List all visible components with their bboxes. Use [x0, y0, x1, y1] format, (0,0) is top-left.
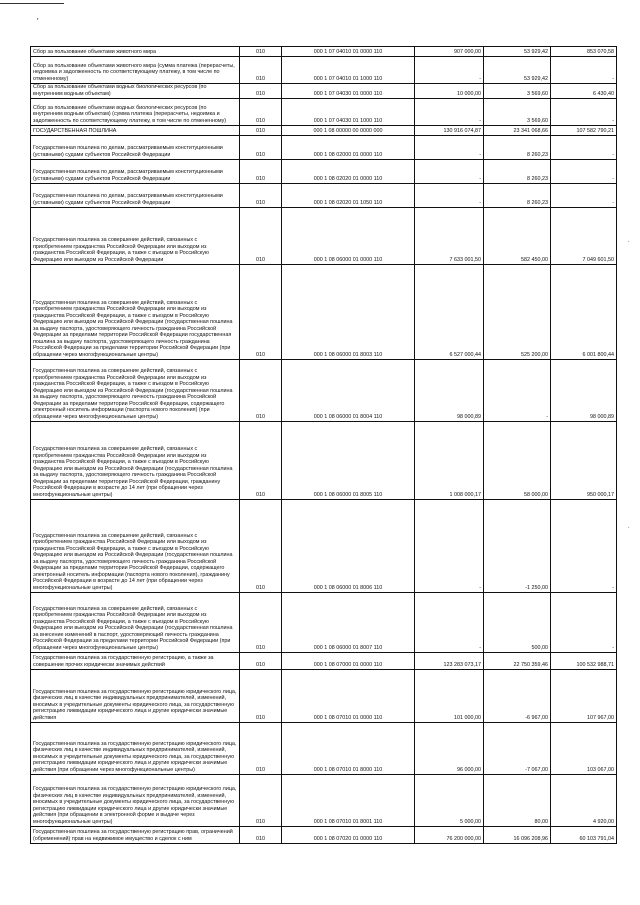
row-budget-code: 000 1 08 06000 01 8003 110 — [282, 265, 415, 360]
row-line-code: 010 — [240, 160, 282, 184]
row-executed-amount: 22 750 359,46 — [484, 653, 551, 670]
row-executed-amount: - — [484, 360, 551, 422]
margin-mark: · — [627, 522, 631, 533]
row-unexecuted-amount: 107 967,00 — [551, 670, 617, 723]
row-unexecuted-amount: 950 000,17 — [551, 422, 617, 500]
revenue-report-table — [30, 46, 617, 844]
row-executed-amount: 582 450,00 — [484, 208, 551, 265]
row-line-code: 010 — [240, 360, 282, 422]
row-line-code: 010 — [240, 775, 282, 827]
row-approved-amount: - — [415, 136, 484, 160]
row-executed-amount: 8 260,23 — [484, 136, 551, 160]
table-row — [31, 775, 617, 827]
row-unexecuted-amount: 6 001 800,44 — [551, 265, 617, 360]
row-executed-amount: 53 929,42 — [484, 57, 551, 84]
top-rule — [0, 3, 64, 4]
row-description: Государственная пошлина за государственную регистрацию, а также за совершение прочих юридически значимых действий — [31, 653, 240, 670]
row-description: Сбор за пользование объектами водных биологических ресурсов (по внутренним водным объектам) — [31, 84, 240, 99]
row-line-code: 010 — [240, 500, 282, 593]
row-approved-amount: 130 916 074,87 — [415, 126, 484, 136]
row-budget-code: 000 1 08 07010 01 8000 110 — [282, 723, 415, 775]
row-description: Государственная пошлина за государственную регистрацию прав, ограничений (обременений) прав на недвижимое имущество и сделок с ним — [31, 827, 240, 844]
row-unexecuted-amount: - — [551, 160, 617, 184]
row-executed-amount: 8 260,23 — [484, 160, 551, 184]
row-line-code: 010 — [240, 827, 282, 844]
row-budget-code: 000 1 07 04010 01 1000 110 — [282, 57, 415, 84]
row-executed-amount: 3 569,60 — [484, 84, 551, 99]
row-description: Государственная пошлина по делам, рассматриваемым конституционными (уставными) судами субъектов Российской Федерации — [31, 160, 240, 184]
row-line-code: 010 — [240, 723, 282, 775]
row-line-code: 010 — [240, 422, 282, 500]
row-description: Сбор за пользование объектами водных биологических ресурсов (по внутренним водным объектам) (сумма платежа (перерасчеты, недоимка и задолженность по соответствующему платежу, в том числе по отмененному) — [31, 99, 240, 126]
table-row — [31, 160, 617, 184]
row-line-code: 010 — [240, 184, 282, 208]
row-description: Государственная пошлина за государственную регистрацию юридического лица, физических лиц в качестве индивидуальных предпринимателей, изменений, вносимых в учредительные документы юридического лица, за государственную регистрацию ликвидации юридического лица и другие юридически значимые действия (при обращении в электронной форме и выдаче через многофункциональные центры) — [31, 775, 240, 827]
row-budget-code: 000 1 08 07010 01 8001 110 — [282, 775, 415, 827]
row-approved-amount: 10 000,00 — [415, 84, 484, 99]
table-row — [31, 208, 617, 265]
row-approved-amount: - — [415, 184, 484, 208]
row-line-code: 010 — [240, 126, 282, 136]
row-unexecuted-amount: 6 430,40 — [551, 84, 617, 99]
row-approved-amount: 123 283 073,17 — [415, 653, 484, 670]
row-approved-amount: 76 200 000,00 — [415, 827, 484, 844]
row-executed-amount: 16 096 208,96 — [484, 827, 551, 844]
row-approved-amount: - — [415, 160, 484, 184]
row-line-code: 010 — [240, 208, 282, 265]
row-unexecuted-amount: 60 103 791,04 — [551, 827, 617, 844]
row-unexecuted-amount: 7 049 601,50 — [551, 208, 617, 265]
row-executed-amount: 525 200,00 — [484, 265, 551, 360]
row-description: ГОСУДАРСТВЕННАЯ ПОШЛИНА — [31, 126, 240, 136]
row-executed-amount: 53 929,42 — [484, 47, 551, 57]
row-unexecuted-amount: - — [551, 99, 617, 126]
table-row — [31, 723, 617, 775]
row-budget-code: 000 1 08 06000 01 8007 110 — [282, 593, 415, 653]
row-budget-code: 000 1 08 07010 01 0000 110 — [282, 670, 415, 723]
row-approved-amount: - — [415, 57, 484, 84]
row-description: Государственная пошлина за государственную регистрацию юридического лица, физических лиц в качестве индивидуальных предпринимателей, изменений, вносимых в учредительные документы юридического лица, за государственную регистрацию ликвидации юридического лица и другие юридически значимые действия — [31, 670, 240, 723]
table-row — [31, 653, 617, 670]
row-budget-code: 000 1 08 06000 01 8005 110 — [282, 422, 415, 500]
row-approved-amount: 5 000,00 — [415, 775, 484, 827]
row-executed-amount: 3 569,60 — [484, 99, 551, 126]
margin-mark: · — [627, 236, 631, 247]
row-description: Государственная пошлина за совершение действий, связанных с приобретением гражданства Российской Федерации или выходом из гражданства Российской Федерации, а также с въездом в Российскую Федерацию или выездом из Российской Федерации (государственная пошлина за выдачу паспорта, удостоверяющего личность гражданина Российской Федерации за пределами территории Российской Федерации, гражданину Российской Федерации в возрасте до 14 лет (при обращении через многофункциональные центры) — [31, 422, 240, 500]
row-line-code: 010 — [240, 593, 282, 653]
row-line-code: 010 — [240, 47, 282, 57]
row-line-code: 010 — [240, 57, 282, 84]
table-row — [31, 84, 617, 99]
row-line-code: 010 — [240, 653, 282, 670]
row-description: Государственная пошлина по делам, рассматриваемым конституционными (уставными) судами субъектов Российской Федерации — [31, 136, 240, 160]
row-line-code: 010 — [240, 136, 282, 160]
row-unexecuted-amount: 853 070,58 — [551, 47, 617, 57]
row-budget-code: 000 1 07 04030 01 1000 110 — [282, 99, 415, 126]
row-approved-amount: 907 000,00 — [415, 47, 484, 57]
row-approved-amount: 98 000,89 — [415, 360, 484, 422]
row-line-code: 010 — [240, 265, 282, 360]
row-approved-amount: - — [415, 500, 484, 593]
row-unexecuted-amount: 100 532 988,71 — [551, 653, 617, 670]
row-budget-code: 000 1 08 02000 01 0000 110 — [282, 136, 415, 160]
row-approved-amount: 101 000,00 — [415, 670, 484, 723]
row-approved-amount: 7 633 001,50 — [415, 208, 484, 265]
row-budget-code: 000 1 08 06000 01 8004 110 — [282, 360, 415, 422]
row-budget-code: 000 1 08 00000 00 0000 000 — [282, 126, 415, 136]
table-row — [31, 99, 617, 126]
row-description: Государственная пошлина за совершение действий, связанных с приобретением гражданства Российской Федерации или выходом из гражданства Российской Федерации, а также с въездом в Российскую Федерацию или выездом из Российской Федерации (государственная пошлина за выдачу паспорта, удостоверяющего личность гражданина Российской Федерации за пределами территории Российской Федерации государственная пошлина за выдачу паспорта, удостоверяющего личность гражданина Российской Федерации за пределами территории Российской Федерации (при обращении через многофункциональные центры) — [31, 265, 240, 360]
table-row — [31, 500, 617, 593]
row-budget-code: 000 1 08 07020 01 0000 110 — [282, 827, 415, 844]
row-approved-amount: 1 008 000,17 — [415, 422, 484, 500]
row-unexecuted-amount: - — [551, 57, 617, 84]
row-unexecuted-amount: 98 000,89 — [551, 360, 617, 422]
row-description: Государственная пошлина по делам, рассматриваемым конституционными (уставными) судами субъектов Российской Федерации — [31, 184, 240, 208]
row-budget-code: 000 1 07 04030 01 0000 110 — [282, 84, 415, 99]
table-row — [31, 47, 617, 57]
table-row — [31, 126, 617, 136]
table-row — [31, 670, 617, 723]
row-executed-amount: 23 341 068,66 — [484, 126, 551, 136]
row-approved-amount: 96 000,00 — [415, 723, 484, 775]
report-table-body — [31, 47, 617, 844]
row-unexecuted-amount: 107 582 790,21 — [551, 126, 617, 136]
row-budget-code: 000 1 08 02020 01 0000 110 — [282, 160, 415, 184]
row-budget-code: 000 1 08 06000 01 8006 110 — [282, 500, 415, 593]
row-unexecuted-amount: 4 920,00 — [551, 775, 617, 827]
page-mark: ' — [37, 17, 39, 26]
table-row — [31, 593, 617, 653]
row-unexecuted-amount: - — [551, 593, 617, 653]
row-executed-amount: 8 260,23 — [484, 184, 551, 208]
row-description: Государственная пошлина за совершение действий, связанных с приобретением гражданства Российской Федерации или выходом из гражданства Российской Федерации, а также с въездом в Российскую Федерацию или выездом из Российской Федерации (государственная пошлина за выдачу паспорта, удостоверяющего личность гражданина Российской Федерации за пределами территории Российской Федерации, содержащего электронный носитель информации (паспорта нового поколения) (при обращении через многофункциональные центры) — [31, 360, 240, 422]
row-unexecuted-amount: - — [551, 184, 617, 208]
row-line-code: 010 — [240, 99, 282, 126]
row-approved-amount: 6 527 000,44 — [415, 265, 484, 360]
table-row — [31, 57, 617, 84]
table-row — [31, 422, 617, 500]
row-executed-amount: -1 250,00 — [484, 500, 551, 593]
row-line-code: 010 — [240, 84, 282, 99]
row-budget-code: 000 1 07 04010 01 0000 110 — [282, 47, 415, 57]
row-executed-amount: -7 067,00 — [484, 723, 551, 775]
row-executed-amount: 80,00 — [484, 775, 551, 827]
table-row — [31, 827, 617, 844]
row-description: Государственная пошлина за государственную регистрацию юридического лица, физических лиц в качестве индивидуальных предпринимателей, изменений, вносимых в учредительные документы юридического лица, за государственную регистрацию ликвидации юридического лица и другие юридически значимые действия (при обращении через многофункциональные центры) — [31, 723, 240, 775]
row-description: Государственная пошлина за совершение действий, связанных с приобретением гражданства Российской Федерации или выходом из гражданства Российской Федерации, а также с въездом в Российскую Федерацию или выездом из Российской Федерации (государственная пошлина за внесение изменений в паспорт, удостоверяющий личность гражданина Российской Федерации за пределами территории Российской Федерации (при обращении через многофункциональные центры) — [31, 593, 240, 653]
row-unexecuted-amount: - — [551, 136, 617, 160]
table-row — [31, 360, 617, 422]
row-line-code: 010 — [240, 670, 282, 723]
row-approved-amount: - — [415, 593, 484, 653]
row-budget-code: 000 1 08 07000 01 0000 110 — [282, 653, 415, 670]
row-executed-amount: 500,00 — [484, 593, 551, 653]
row-budget-code: 000 1 08 06000 01 0000 110 — [282, 208, 415, 265]
table-row — [31, 265, 617, 360]
table-row — [31, 184, 617, 208]
row-description: Государственная пошлина за совершение действий, связанных с приобретением гражданства Российской Федерации или выходом из гражданства Российской Федерации, а также с въездом в Российскую Федерацию или выездом из Российской Федерации (государственная пошлина за выдачу паспорта, удостоверяющего личность гражданина Российской Федерации за пределами территории Российской Федерации, содержащего электронный носитель информации (паспорта нового поколения), гражданину Российской Федерации в возрасте до 14 лет (при обращении через многофункциональные центры) — [31, 500, 240, 593]
row-executed-amount: 58 000,00 — [484, 422, 551, 500]
row-executed-amount: -6 967,00 — [484, 670, 551, 723]
row-description: Сбор за пользование объектами животного мира (сумма платежа (перерасчеты, недоимка и задолженность по соответствующему платежу, в том числе по отмененному) — [31, 57, 240, 84]
row-unexecuted-amount: - — [551, 500, 617, 593]
table-row — [31, 136, 617, 160]
row-description: Государственная пошлина за совершение действий, связанных с приобретением гражданства Российской Федерации или выходом из гражданства Российской Федерации, а также с въездом в Российскую Федерацию или выездом из Российской Федерации — [31, 208, 240, 265]
row-budget-code: 000 1 08 02020 01 1050 110 — [282, 184, 415, 208]
row-unexecuted-amount: 103 067,00 — [551, 723, 617, 775]
row-approved-amount: - — [415, 99, 484, 126]
row-description: Сбор за пользование объектами животного мира — [31, 47, 240, 57]
